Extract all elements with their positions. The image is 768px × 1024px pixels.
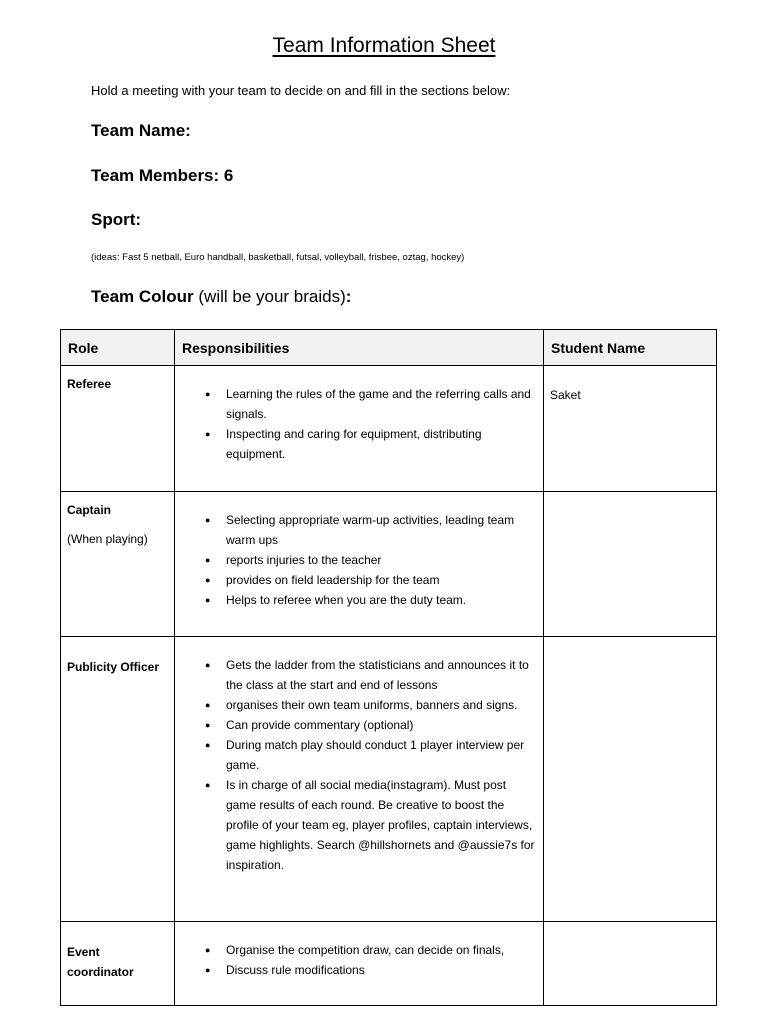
intro-text: Hold a meeting with your team to decide on and fill in the sections below: [91,83,511,98]
roles-table [60,329,717,1006]
header-student-name: Student Name [544,330,717,366]
list-item: ● Is in charge of all social media(instagram). Must post game results of each round. Be creative to boost the profile of your team eg, player profiles, captain interviews, game highlights. Search @hillshornets and @aussie7s for inspiration. [183,775,535,875]
responsibilities-list [183,655,535,875]
list-item: ● Inspecting and caring for equipment, distributing equipment. [183,424,535,464]
team-colour-label: Team Colour [91,287,194,306]
responsibilities-cell [175,366,544,492]
role-cell [61,637,175,922]
responsibilities-cell [175,637,544,922]
responsibilities-list [183,510,535,610]
role-cell [61,492,175,637]
team-members-label: Team Members: 6 [91,166,234,185]
role-cell [61,922,175,1006]
list-item: ● Gets the ladder from the statisticians and announces it to the class at the start and end of lessons [183,655,535,695]
table-row [61,922,717,1006]
table-row [61,637,717,922]
sport-ideas: (ideas: Fast 5 netball, Euro handball, basketball, futsal, volleyball, frisbee, oztag, hockey) [91,252,465,263]
sport-label: Sport: [91,210,142,229]
document-title [0,34,768,58]
role-label: Referee [67,377,112,391]
table-header-row [61,330,717,366]
responsibilities-list [183,384,535,464]
table-row [61,492,717,637]
student-name-cell [544,366,717,492]
team-colour-note: (will be your braids) [198,287,346,306]
table-row [61,366,717,492]
header-responsibilities: Responsibilities [175,330,544,366]
list-item: ● provides on field leadership for the team [183,570,535,590]
document-title-text: Team Information Sheet [272,34,496,57]
role-cell [61,366,175,492]
role-note: (When playing) [67,532,148,546]
list-item: ● Helps to referee when you are the duty team. [183,590,535,610]
team-colour-line [91,287,351,307]
responsibilities-cell [175,922,544,1006]
list-item: ● Organise the competition draw, can decide on finals, [183,940,535,960]
team-colour-colon: : [345,287,352,306]
responsibilities-cell [175,492,544,637]
student-name: Saket [550,388,581,402]
list-item: ● Can provide commentary (optional) [183,715,535,735]
student-name-cell [544,492,717,637]
role-label: Captain [67,503,112,517]
role-label: Event coordinator [67,945,134,979]
list-item: ● During match play should conduct 1 player interview per game. [183,735,535,775]
role-label: Publicity Officer [67,660,160,674]
list-item: ● Selecting appropriate warm-up activities, leading team warm ups [183,510,535,550]
student-name-cell [544,922,717,1006]
student-name-cell [544,637,717,922]
responsibilities-list [183,940,535,980]
list-item: ● organises their own team uniforms, banners and signs. [183,695,535,715]
list-item: ● Learning the rules of the game and the referring calls and signals. [183,384,535,424]
header-role: Role [61,330,175,366]
list-item: ● Discuss rule modifications [183,960,535,980]
team-name-label: Team Name: [91,121,191,140]
list-item: ● reports injuries to the teacher [183,550,535,570]
